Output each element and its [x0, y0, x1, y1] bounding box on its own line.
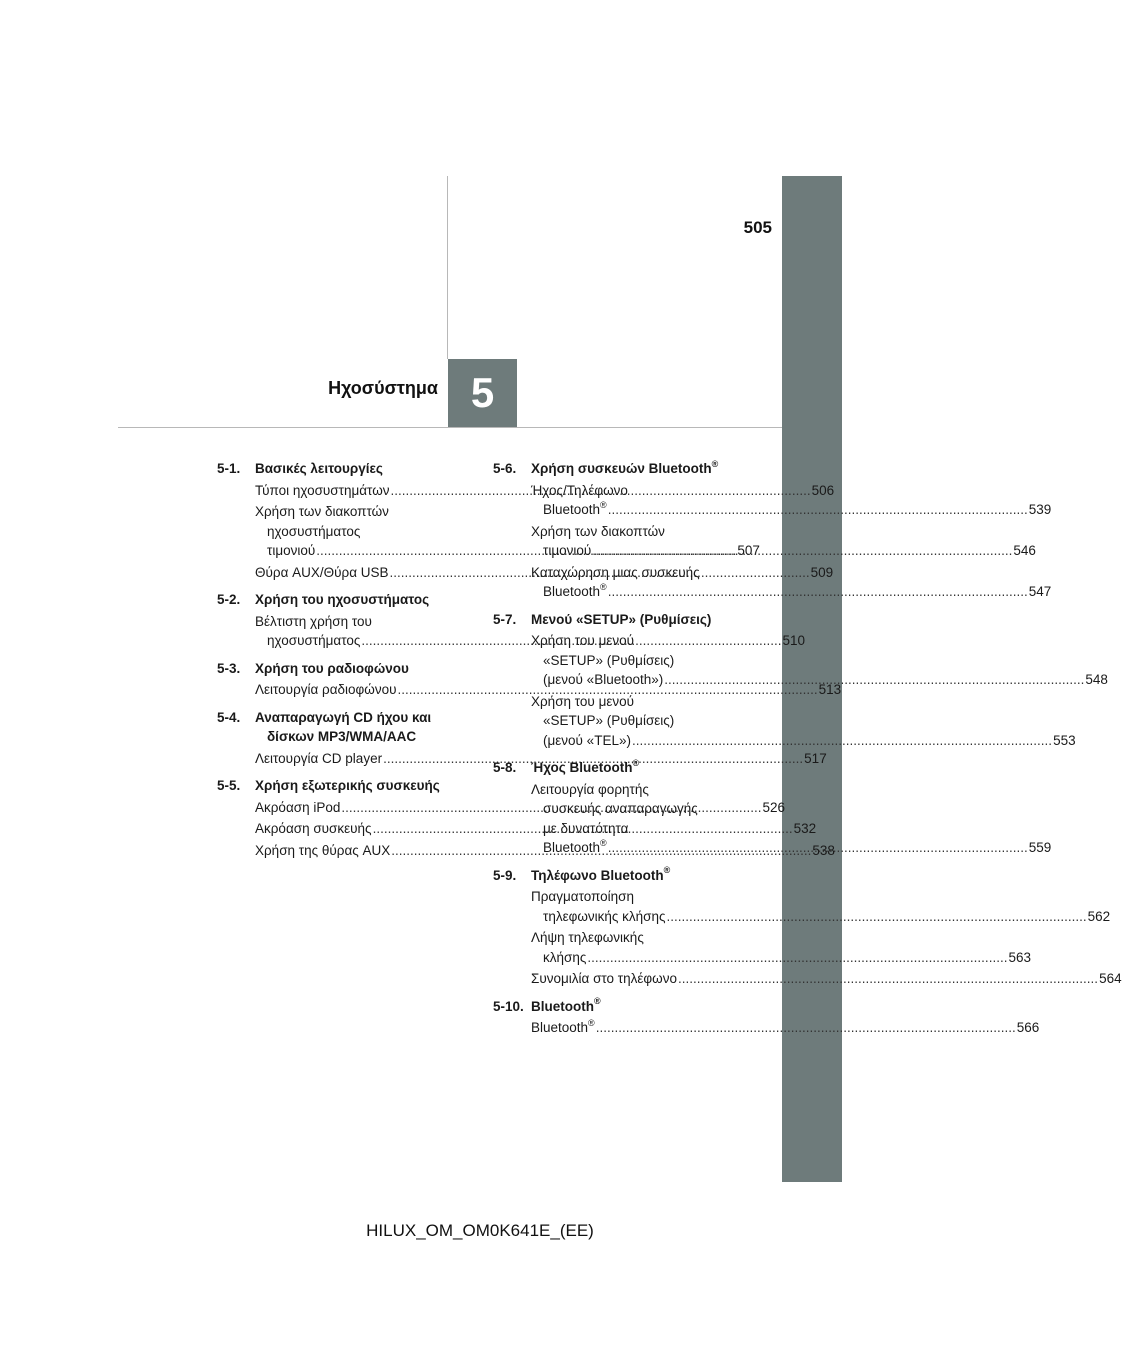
toc-entry-line: με δυνατότητα — [543, 820, 629, 836]
section-title-line: δίσκων MP3/WMA/AAC — [267, 729, 417, 744]
toc-page-number: 564 — [1099, 971, 1122, 986]
toc-entry-line: τηλεφωνικής κλήσης — [543, 908, 666, 924]
toc-entry-text — [531, 928, 1031, 967]
section-number: 5-5. — [217, 778, 241, 793]
toc-entry-line: ηχοσυστήματος — [267, 633, 361, 648]
section-title-line: Χρήση εξωτερικής συσκευής — [255, 778, 440, 793]
toc-entry-text — [531, 563, 1051, 602]
section-title — [255, 459, 466, 479]
section-title-line: Αναπαραγωγή CD ήχου και — [255, 709, 432, 725]
toc-entry-line: Λειτουργία ραδιοφώνου — [255, 682, 397, 697]
toc-page-number: 566 — [1016, 1020, 1040, 1035]
toc-entry-line: Πραγματοποίηση — [531, 889, 635, 904]
toc-entry[interactable] — [531, 887, 1111, 926]
toc-entry-line-wrap — [531, 651, 1108, 671]
toc-entry-line: Λειτουργία CD player — [255, 750, 383, 766]
toc-entry-line: Χρήση της θύρας AUX — [255, 842, 391, 858]
toc-entry-text — [531, 969, 1122, 989]
toc-entry-line: «SETUP» (Ρυθμίσεις) — [543, 652, 675, 668]
section-title-line: Χρήση του ηχοσυστήματος — [255, 592, 430, 607]
toc-entry-last-line — [531, 907, 1110, 927]
toc-entry[interactable] — [255, 680, 842, 700]
toc-entry-line-wrap — [531, 887, 1110, 907]
toc-entry[interactable] — [531, 928, 1031, 967]
toc-entry-text — [531, 522, 1036, 561]
toc-page-number: 532 — [793, 821, 817, 836]
section-title — [255, 776, 466, 796]
toc-entry-line-wrap — [531, 692, 1076, 712]
toc-section-heading[interactable] — [217, 708, 466, 747]
dot-leader — [608, 500, 1028, 520]
page-number: 505 — [743, 218, 772, 237]
toc-entry-line-wrap — [531, 631, 1108, 651]
toc-section-heading[interactable] — [493, 459, 740, 479]
toc-page-number: 562 — [1087, 908, 1111, 924]
toc-entry-line-wrap — [531, 711, 1076, 731]
toc-entry-line: Λήψη τηλεφωνικής — [531, 930, 644, 945]
dot-leader — [608, 838, 1028, 858]
toc-page-number: 547 — [1028, 584, 1052, 599]
toc-entry-line: Τύποι ηχοσυστημάτων — [255, 482, 390, 498]
toc-entry-line-wrap — [531, 481, 1051, 501]
section-title — [255, 590, 466, 610]
toc-entry-line: Bluetooth® — [531, 1017, 595, 1035]
toc-entry-last-line — [531, 582, 1051, 602]
toc-entry-line: Χρήση των διακοπτών — [255, 504, 389, 519]
toc-entry-line: (μενού «Bluetooth») — [543, 672, 664, 687]
section-number: 5-6. — [493, 461, 517, 476]
toc-section-heading[interactable] — [217, 659, 466, 679]
section-title-line: Χρήση του ραδιοφώνου — [255, 660, 409, 676]
toc-entry-last-line — [531, 500, 1051, 520]
toc-entry-text — [531, 1018, 1039, 1038]
section-title — [531, 758, 740, 778]
toc-section-heading[interactable] — [217, 776, 466, 796]
dot-leader — [596, 1018, 1016, 1038]
section-title — [531, 459, 740, 479]
toc-entry-line: τιμονιού — [543, 543, 592, 558]
section-number: 5-8. — [493, 760, 517, 775]
toc-entry-line-wrap — [531, 799, 1051, 819]
section-title-line: Bluetooth® — [531, 996, 601, 1014]
section-number: 5-2. — [217, 592, 241, 607]
toc-section-heading[interactable] — [493, 610, 740, 630]
section-number: 5-4. — [217, 709, 241, 725]
toc-entry-last-line — [531, 541, 1036, 561]
section-number: 5-3. — [217, 660, 241, 676]
toc-entry-line-wrap — [531, 780, 1051, 800]
toc-page-number: 506 — [811, 482, 835, 498]
section-number: 5-1. — [217, 461, 241, 476]
toc-entry-line: «SETUP» (Ρυθμίσεις) — [543, 713, 675, 728]
toc-entry-last-line — [531, 731, 1076, 751]
section-title — [531, 997, 740, 1017]
toc-entry-last-line — [531, 969, 1122, 989]
dot-leader — [587, 948, 1007, 968]
toc-entry-line: (μενού «TEL») — [543, 732, 631, 748]
toc-page-number: 507 — [737, 543, 760, 558]
toc-entry-line: Καταχώρηση μιας συσκευής — [531, 564, 700, 580]
toc-entry-line: Ακρόαση iPod — [255, 799, 341, 815]
toc-page-number: 539 — [1028, 502, 1052, 517]
toc-section-heading[interactable] — [217, 459, 466, 479]
toc-entry-text — [531, 692, 1076, 751]
toc-entry-text — [531, 631, 1108, 690]
toc-entry-text — [531, 780, 1051, 858]
header-horizontal-rule — [118, 427, 782, 428]
toc-entry-line: Θύρα AUX/Θύρα USB — [255, 564, 389, 580]
section-title — [255, 659, 466, 679]
toc-page-number: 517 — [804, 750, 827, 766]
toc-entry-last-line — [531, 948, 1031, 968]
toc-entry-line: Bluetooth® — [543, 837, 607, 855]
toc-page-number: 526 — [762, 799, 785, 815]
toc-section-heading[interactable] — [493, 997, 740, 1017]
dot-leader — [678, 969, 1098, 989]
toc-section-heading[interactable] — [493, 866, 740, 886]
toc-page-number: 513 — [818, 682, 842, 697]
document-code-footer: HILUX_OM_OM0K641E_(EE) — [366, 1221, 594, 1240]
header-vertical-rule — [447, 176, 448, 359]
section-title-line: Ήχος Bluetooth® — [531, 757, 640, 775]
toc-entry[interactable] — [531, 692, 1076, 751]
toc-entry-line: συσκευής αναπαραγωγής — [543, 801, 698, 816]
dot-leader — [664, 670, 1084, 690]
toc-entry-line: ηχοσυστήματος — [267, 523, 361, 539]
section-title-line: Μενού «SETUP» (Ρυθμίσεις) — [531, 611, 712, 627]
toc-entry-line: κλήσης — [543, 949, 587, 965]
toc-entry[interactable] — [531, 1017, 1040, 1038]
toc-page-number: 559 — [1028, 840, 1052, 855]
toc-page-number: 509 — [810, 564, 834, 580]
toc-entry-line-wrap — [531, 563, 1051, 583]
toc-page-number: 563 — [1008, 949, 1031, 965]
section-title-line: Χρήση συσκευών Bluetooth® — [531, 458, 719, 476]
section-title — [255, 708, 466, 747]
toc-page-number: 553 — [1053, 732, 1076, 748]
toc-entry-last-line — [531, 1018, 1039, 1038]
section-title-line: Βασικές λειτουργίες — [255, 461, 383, 476]
toc-entry[interactable] — [531, 969, 1122, 989]
toc-page-number: 546 — [1013, 543, 1036, 558]
toc-entry-last-line — [531, 838, 1051, 858]
toc-entry-line-wrap — [531, 819, 1051, 839]
section-number: 5-10. — [493, 998, 524, 1014]
toc-section-heading[interactable] — [493, 758, 740, 778]
toc-entry-text — [531, 887, 1110, 926]
toc-entry-line: Χρήση των διακοπτών — [531, 523, 665, 539]
toc-entry-line: Βέλτιστη χρήση του — [255, 613, 372, 629]
dot-leader — [667, 907, 1087, 927]
toc-entry-line: Συνομιλία στο τηλέφωνο — [531, 971, 677, 986]
chapter-title: Ηχοσύστημα — [328, 378, 438, 398]
toc-entry-last-line — [531, 670, 1108, 690]
toc-page-number: 548 — [1085, 672, 1108, 687]
toc-entry-line: Χρήση του μενού — [531, 633, 635, 648]
toc-entry-line: τιμονιού — [267, 543, 316, 558]
section-title — [531, 866, 740, 886]
chapter-number-box: 5 — [448, 359, 517, 427]
toc-entry-line: Λειτουργία φορητής — [531, 781, 649, 797]
toc-entry-line: Ακρόαση συσκευής — [255, 821, 372, 836]
toc-section-heading[interactable] — [217, 590, 466, 610]
toc-entry-line: Bluetooth® — [543, 499, 607, 517]
toc-entry-line-wrap — [531, 522, 1036, 542]
toc-page-number: 510 — [782, 633, 805, 648]
toc-page-number: 538 — [812, 842, 835, 858]
dot-leader — [632, 731, 1052, 751]
toc-entry-line: Χρήση του μενού — [531, 693, 635, 709]
toc-entry-line: Ήχος/Τηλέφωνο — [531, 482, 628, 498]
toc-entry-line: Bluetooth® — [543, 581, 607, 599]
section-title-line: Τηλέφωνο Bluetooth® — [531, 865, 671, 883]
section-number: 5-7. — [493, 611, 517, 627]
section-number: 5-9. — [493, 867, 517, 883]
toc-entry-line-wrap — [531, 928, 1031, 948]
dot-leader — [592, 541, 1012, 561]
section-title — [531, 610, 740, 630]
dot-leader — [608, 582, 1028, 602]
toc-entry-text — [531, 481, 1051, 520]
